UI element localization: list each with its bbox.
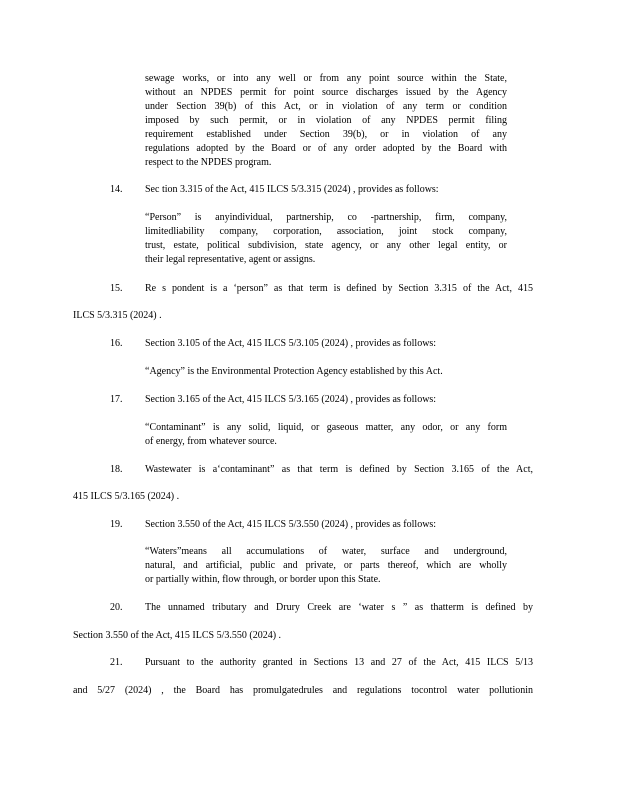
- paragraph-text: Section 3.550 of the Act, 415 ILCS 5/3.550 (2024) , provides as follows:: [145, 519, 437, 530]
- quote-line: limitedliability company, corporation, association, joint stock company,: [145, 226, 507, 237]
- quote-line: trust, estate, political subdivision, state agency, or any other legal entity, or: [145, 240, 507, 251]
- paragraph-text: Section 3.165 of the Act, 415 ILCS 5/3.165 (2024) , provides as follows:: [145, 394, 437, 405]
- quote-line: “Agency” is the Environmental Protection Agency established by this Act.: [145, 366, 443, 377]
- paragraph-number: 15.: [110, 283, 123, 294]
- paragraph-number: 17.: [110, 394, 123, 405]
- quote-line: “Waters”means all accumulations of water, surface and underground,: [145, 546, 507, 557]
- paragraph-text: Section 3.105 of the Act, 415 ILCS 5/3.105 (2024) , provides as follows:: [145, 338, 437, 349]
- paragraph-number: 20.: [110, 602, 123, 613]
- quote-line: respect to the NPDES program.: [145, 157, 272, 168]
- paragraph-number: 21.: [110, 657, 123, 668]
- paragraph-text: Re s pondent is a ‘person” as that term is defined by Section 3.315 of the Act, 415: [145, 283, 533, 294]
- paragraph-number: 19.: [110, 519, 123, 530]
- paragraph-text: Pursuant to the authority granted in Sections 13 and 27 of the Act, 415 ILCS 5/13: [145, 657, 533, 668]
- quote-line: under Section 39(b) of this Act, or in violation of any term or condition: [145, 101, 507, 112]
- quote-line: sewage works, or into any well or from any point source within the State,: [145, 73, 507, 84]
- paragraph-number: 14.: [110, 184, 123, 195]
- paragraph-text: Wastewater is a‘contaminant” as that term is defined by Section 3.165 of the Act,: [145, 464, 533, 475]
- quote-line: “Contaminant” is any solid, liquid, or gaseous matter, any odor, or any form: [145, 422, 507, 433]
- quote-line: natural, and artificial, public and private, or parts thereof, which are wholly: [145, 560, 507, 571]
- quote-line: requirement established under Section 39(b), or in violation of any: [145, 129, 507, 140]
- quote-line: regulations adopted by the Board or of any order adopted by the Board with: [145, 143, 507, 154]
- paragraph-number: 16.: [110, 338, 123, 349]
- paragraph-text: The unnamed tributary and Drury Creek are ‘water s ” as thatterm is defined by: [145, 602, 533, 613]
- quote-line: their legal representative, agent or assigns.: [145, 254, 316, 265]
- paragraph-text: Sec tion 3.315 of the Act, 415 ILCS 5/3.315 (2024) , provides as follows:: [145, 184, 439, 195]
- paragraph-number: 18.: [110, 464, 123, 475]
- paragraph-continuation: ILCS 5/3.315 (2024) .: [73, 310, 162, 321]
- paragraph-continuation: and 5/27 (2024) , the Board has promulgatedrules and regulations tocontrol water pollutionin: [73, 685, 533, 696]
- quote-line: without an NPDES permit for point source discharges issued by the Agency: [145, 87, 507, 98]
- paragraph-continuation: 415 ILCS 5/3.165 (2024) .: [73, 491, 180, 502]
- quote-line: imposed by such permit, or in violation of any NPDES permit filing: [145, 115, 507, 126]
- quote-line: or partially within, flow through, or border upon this State.: [145, 574, 381, 585]
- quote-line: of energy, from whatever source.: [145, 436, 277, 447]
- paragraph-continuation: Section 3.550 of the Act, 415 ILCS 5/3.550 (2024) .: [73, 630, 282, 641]
- quote-line: “Person” is anyindividual, partnership, co -partnership, firm, company,: [145, 212, 507, 223]
